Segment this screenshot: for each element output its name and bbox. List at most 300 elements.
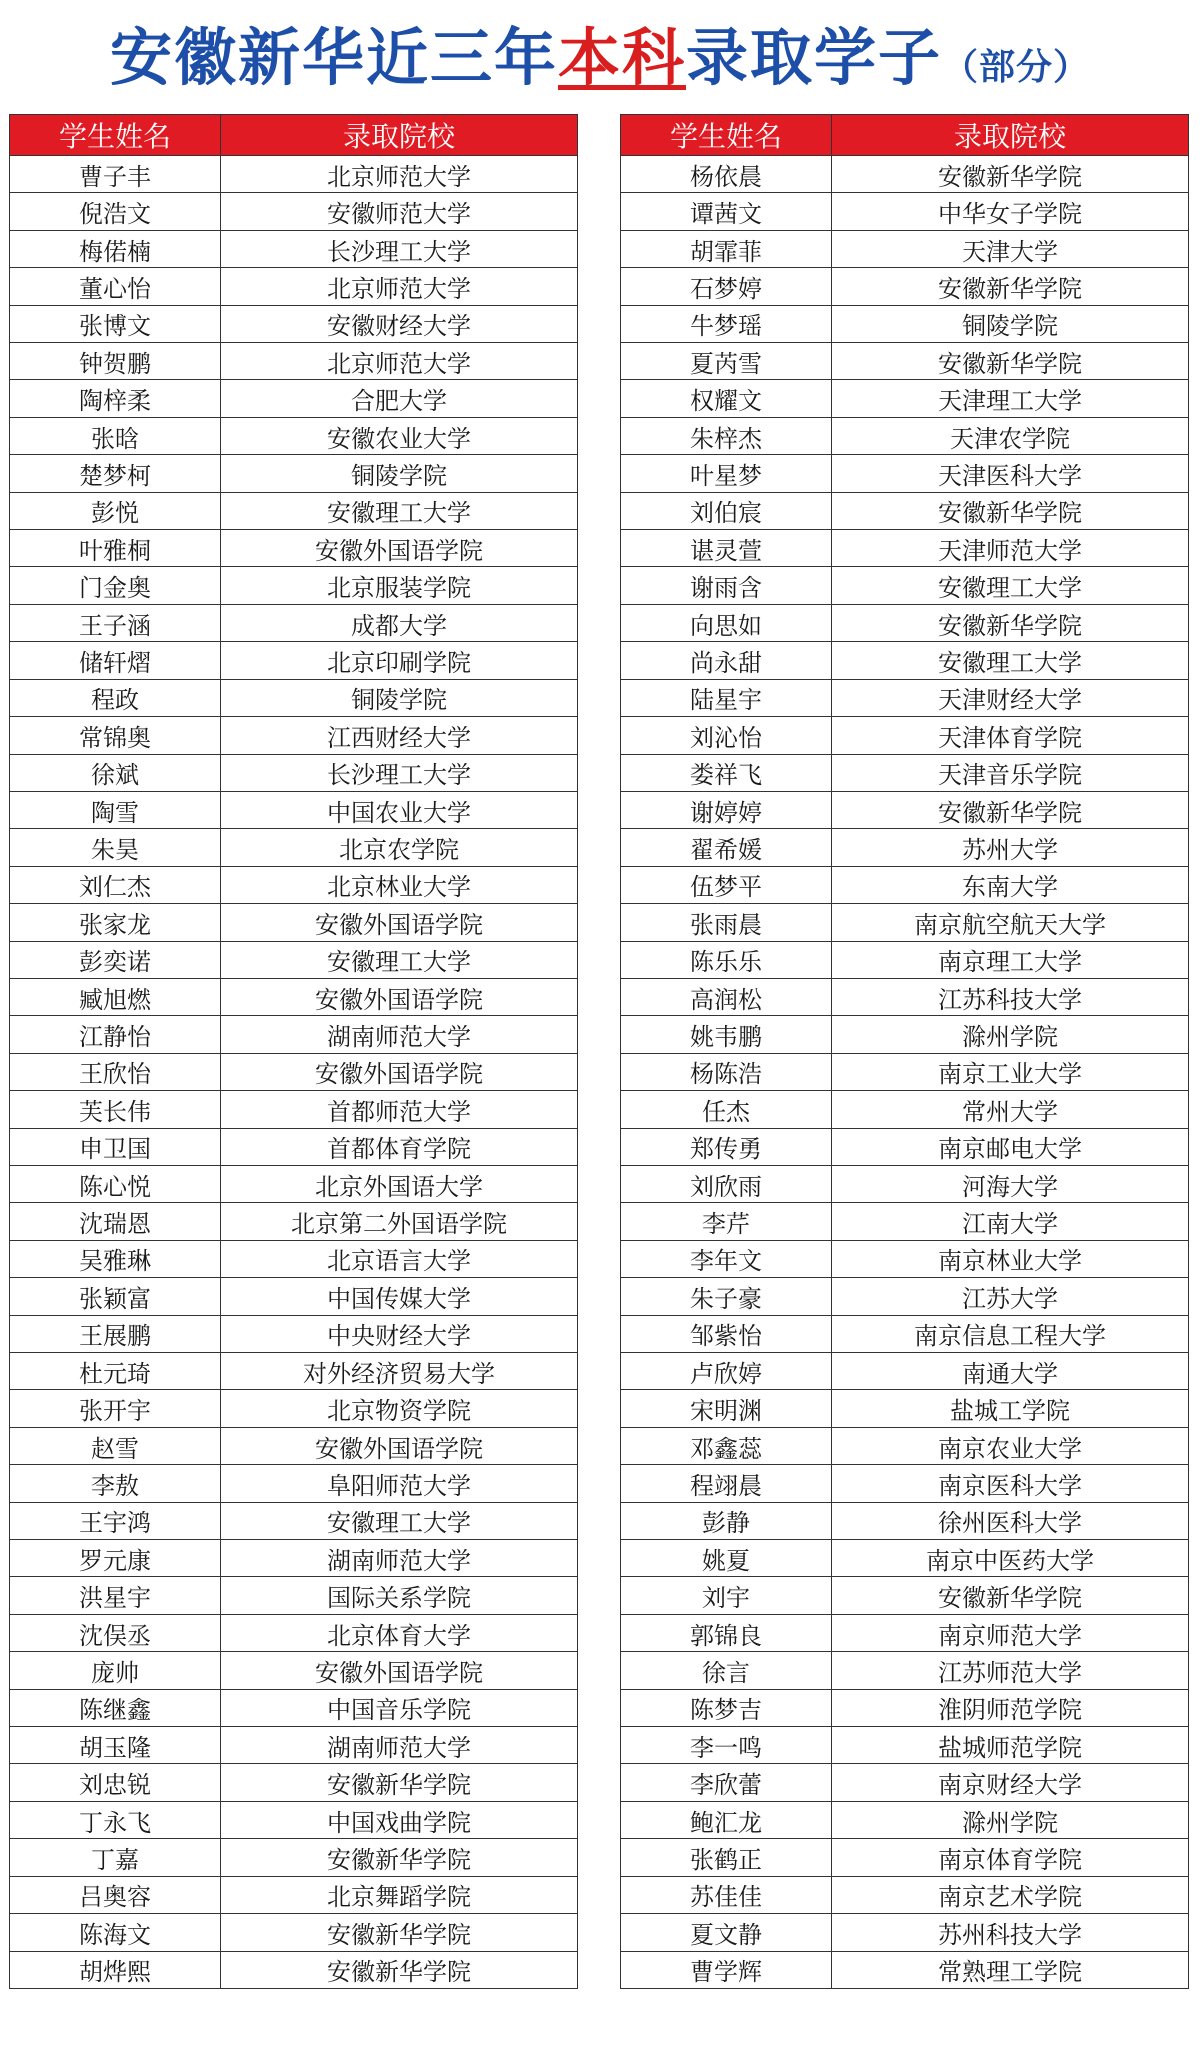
school-cell: 安徽理工大学 [832, 642, 1189, 679]
table-row [10, 904, 578, 941]
school-cell: 淮阴师范学院 [832, 1689, 1189, 1726]
school-cell: 苏州科技大学 [832, 1914, 1189, 1951]
school-cell: 安徽新华学院 [832, 1577, 1189, 1614]
school-cell: 中央财经大学 [221, 1315, 578, 1352]
table-row [621, 1278, 1189, 1315]
table-row [10, 1053, 578, 1090]
table-row [10, 754, 578, 791]
table-row [10, 1091, 578, 1128]
table-row [10, 1614, 578, 1651]
school-cell: 首都体育学院 [221, 1128, 578, 1165]
student-name-cell: 曹子丰 [10, 156, 221, 193]
student-name-cell: 夏芮雪 [621, 343, 832, 380]
student-name-cell: 牛梦瑶 [621, 305, 832, 342]
student-name-cell: 权耀文 [621, 380, 832, 417]
school-cell: 安徽财经大学 [221, 305, 578, 342]
table-row [10, 455, 578, 492]
table-row [621, 417, 1189, 454]
table-header-row [10, 115, 578, 156]
school-cell: 安徽外国语学院 [221, 1053, 578, 1090]
school-cell: 南京林业大学 [832, 1240, 1189, 1277]
table-row [10, 305, 578, 342]
school-cell: 湖南师范大学 [221, 1540, 578, 1577]
school-cell: 南京邮电大学 [832, 1128, 1189, 1165]
table-row [10, 1951, 578, 1988]
school-cell: 安徽新华学院 [221, 1914, 578, 1951]
table-row [10, 1914, 578, 1951]
school-cell: 安徽新华学院 [832, 156, 1189, 193]
school-cell: 安徽新华学院 [832, 343, 1189, 380]
student-name-cell: 谢雨含 [621, 567, 832, 604]
school-cell: 南京体育学院 [832, 1839, 1189, 1876]
table-row [621, 1540, 1189, 1577]
student-name-cell: 程翊晨 [621, 1465, 832, 1502]
table-row [10, 1727, 578, 1764]
table-row [621, 305, 1189, 342]
table-row [10, 230, 578, 267]
student-name-cell: 张雨晨 [621, 904, 832, 941]
table-row [10, 530, 578, 567]
table-row [621, 978, 1189, 1015]
table-row [621, 904, 1189, 941]
school-cell: 首都师范大学 [221, 1091, 578, 1128]
student-name-cell: 陈海文 [10, 1914, 221, 1951]
student-name-cell: 储轩熠 [10, 642, 221, 679]
table-row [10, 1203, 578, 1240]
student-name-cell: 吴雅琳 [10, 1240, 221, 1277]
student-name-cell: 常锦奥 [10, 717, 221, 754]
table-row [621, 268, 1189, 305]
student-name-cell: 彭奕诺 [10, 941, 221, 978]
table-row [10, 567, 578, 604]
table-row [10, 642, 578, 679]
school-cell: 长沙理工大学 [221, 230, 578, 267]
table-row [621, 642, 1189, 679]
school-cell: 江苏师范大学 [832, 1652, 1189, 1689]
school-cell: 中国传媒大学 [221, 1278, 578, 1315]
table-row [621, 1128, 1189, 1165]
student-name-cell: 姚夏 [621, 1540, 832, 1577]
student-name-cell: 申卫国 [10, 1128, 221, 1165]
school-cell: 常熟理工学院 [832, 1951, 1189, 1988]
school-cell: 北京印刷学院 [221, 642, 578, 679]
table-row [10, 604, 578, 641]
school-cell: 铜陵学院 [832, 305, 1189, 342]
title-part2: 录取学子 [686, 21, 943, 94]
table-row [621, 1053, 1189, 1090]
table-row [10, 156, 578, 193]
table-row [621, 530, 1189, 567]
student-name-cell: 刘仁杰 [10, 866, 221, 903]
school-cell: 南京信息工程大学 [832, 1315, 1189, 1352]
student-name-cell: 高润松 [621, 978, 832, 1015]
table-row [10, 1353, 578, 1390]
school-cell: 成都大学 [221, 604, 578, 641]
student-name-cell: 吕奥容 [10, 1876, 221, 1913]
student-name-cell: 丁永飞 [10, 1801, 221, 1838]
student-name-cell: 邹紫怡 [621, 1315, 832, 1352]
student-name-cell: 宋明渊 [621, 1390, 832, 1427]
title-highlight: 本科 [557, 21, 686, 94]
school-cell: 北京外国语大学 [221, 1165, 578, 1202]
student-name-cell: 罗元康 [10, 1540, 221, 1577]
school-cell: 安徽新华学院 [832, 492, 1189, 529]
student-name-cell: 任杰 [621, 1091, 832, 1128]
table-body-left [10, 156, 578, 1989]
student-name-cell: 江静怡 [10, 1016, 221, 1053]
school-cell: 天津理工大学 [832, 380, 1189, 417]
student-name-cell: 彭悦 [10, 492, 221, 529]
school-cell: 江南大学 [832, 1203, 1189, 1240]
school-cell: 南京工业大学 [832, 1053, 1189, 1090]
table-row [621, 567, 1189, 604]
school-cell: 中华女子学院 [832, 193, 1189, 230]
table-row [10, 1390, 578, 1427]
student-name-cell: 尚永甜 [621, 642, 832, 679]
table-row [621, 679, 1189, 716]
school-cell: 盐城工学院 [832, 1390, 1189, 1427]
table-row [10, 717, 578, 754]
table-row [621, 604, 1189, 641]
school-cell: 河海大学 [832, 1165, 1189, 1202]
student-name-cell: 楚梦柯 [10, 455, 221, 492]
school-cell: 中国戏曲学院 [221, 1801, 578, 1838]
student-name-cell: 杜元琦 [10, 1353, 221, 1390]
table-row [10, 1128, 578, 1165]
student-name-cell: 朱子豪 [621, 1278, 832, 1315]
school-cell: 安徽新华学院 [832, 604, 1189, 641]
school-cell: 安徽新华学院 [221, 1764, 578, 1801]
table-row [621, 1839, 1189, 1876]
table-row [621, 230, 1189, 267]
table-row [10, 1465, 578, 1502]
table-row [10, 941, 578, 978]
table-row [10, 679, 578, 716]
school-cell: 徐州医科大学 [832, 1502, 1189, 1539]
school-cell: 天津医科大学 [832, 455, 1189, 492]
table-row [10, 492, 578, 529]
table-row [621, 754, 1189, 791]
title-part1: 安徽新华近三年 [109, 21, 558, 94]
student-name-cell: 张晗 [10, 417, 221, 454]
table-row [10, 343, 578, 380]
student-name-cell: 陶梓柔 [10, 380, 221, 417]
table-row [621, 1016, 1189, 1053]
student-name-cell: 徐言 [621, 1652, 832, 1689]
school-cell: 安徽外国语学院 [221, 1427, 578, 1464]
school-cell: 北京服装学院 [221, 567, 578, 604]
table-row [621, 1165, 1189, 1202]
school-cell: 北京师范大学 [221, 156, 578, 193]
student-name-cell: 李欣蕾 [621, 1764, 832, 1801]
student-name-cell: 胡霏菲 [621, 230, 832, 267]
school-cell: 南京师范大学 [832, 1614, 1189, 1651]
school-cell: 东南大学 [832, 866, 1189, 903]
school-cell: 安徽理工大学 [221, 941, 578, 978]
table-row [621, 1876, 1189, 1913]
student-name-cell: 王子涵 [10, 604, 221, 641]
school-cell: 安徽理工大学 [832, 567, 1189, 604]
school-cell: 南京财经大学 [832, 1764, 1189, 1801]
student-name-cell: 朱梓杰 [621, 417, 832, 454]
school-cell: 江苏科技大学 [832, 978, 1189, 1015]
school-cell: 天津体育学院 [832, 717, 1189, 754]
student-name-cell: 刘宇 [621, 1577, 832, 1614]
school-cell: 南通大学 [832, 1353, 1189, 1390]
table-row [621, 343, 1189, 380]
student-name-cell: 刘欣雨 [621, 1165, 832, 1202]
student-name-cell: 陈继鑫 [10, 1689, 221, 1726]
student-name-cell: 赵雪 [10, 1427, 221, 1464]
table-row [621, 1390, 1189, 1427]
school-cell: 北京师范大学 [221, 343, 578, 380]
table-row [10, 1577, 578, 1614]
school-cell: 北京舞蹈学院 [221, 1876, 578, 1913]
table-row [621, 1465, 1189, 1502]
page-title [0, 18, 1200, 98]
student-name-cell: 刘伯宸 [621, 492, 832, 529]
school-cell: 安徽师范大学 [221, 193, 578, 230]
school-cell: 阜阳师范大学 [221, 1465, 578, 1502]
school-cell: 合肥大学 [221, 380, 578, 417]
table-row [621, 1427, 1189, 1464]
table-row [10, 829, 578, 866]
school-cell: 江西财经大学 [221, 717, 578, 754]
student-name-cell: 芙长伟 [10, 1091, 221, 1128]
table-row [621, 1689, 1189, 1726]
student-name-cell: 董心怡 [10, 268, 221, 305]
school-cell: 安徽新华学院 [221, 1839, 578, 1876]
school-cell: 天津大学 [832, 230, 1189, 267]
student-name-cell: 张颖富 [10, 1278, 221, 1315]
table-row [621, 1502, 1189, 1539]
school-cell: 安徽理工大学 [221, 1502, 578, 1539]
school-cell: 湖南师范大学 [221, 1016, 578, 1053]
school-cell: 盐城师范学院 [832, 1727, 1189, 1764]
table-row [621, 1577, 1189, 1614]
student-name-cell: 程政 [10, 679, 221, 716]
header-admitted-school: 录取院校 [832, 115, 1189, 156]
table-header-row [621, 115, 1189, 156]
student-name-cell: 刘沁怡 [621, 717, 832, 754]
table-row [621, 380, 1189, 417]
student-name-cell: 梅偌楠 [10, 230, 221, 267]
student-name-cell: 李芹 [621, 1203, 832, 1240]
school-cell: 北京师范大学 [221, 268, 578, 305]
table-row [10, 380, 578, 417]
school-cell: 北京农学院 [221, 829, 578, 866]
student-name-cell: 王宇鸿 [10, 1502, 221, 1539]
student-name-cell: 叶星梦 [621, 455, 832, 492]
table-row [621, 829, 1189, 866]
school-cell: 北京物资学院 [221, 1390, 578, 1427]
school-cell: 中国农业大学 [221, 791, 578, 828]
header-student-name: 学生姓名 [621, 115, 832, 156]
table-row [10, 1876, 578, 1913]
table-row [621, 1652, 1189, 1689]
school-cell: 滁州学院 [832, 1016, 1189, 1053]
student-name-cell: 庞帅 [10, 1652, 221, 1689]
student-name-cell: 门金奥 [10, 567, 221, 604]
student-name-cell: 向思如 [621, 604, 832, 641]
student-name-cell: 胡烨熙 [10, 1951, 221, 1988]
student-name-cell: 卢欣婷 [621, 1353, 832, 1390]
school-cell: 南京医科大学 [832, 1465, 1189, 1502]
school-cell: 安徽外国语学院 [221, 978, 578, 1015]
table-row [10, 1427, 578, 1464]
school-cell: 国际关系学院 [221, 1577, 578, 1614]
table-body-right [621, 156, 1189, 1989]
school-cell: 安徽新华学院 [221, 1951, 578, 1988]
school-cell: 安徽新华学院 [832, 791, 1189, 828]
table-row [621, 1315, 1189, 1352]
table-row [621, 1240, 1189, 1277]
student-name-cell: 刘忠锐 [10, 1764, 221, 1801]
table-row [10, 1016, 578, 1053]
student-name-cell: 彭静 [621, 1502, 832, 1539]
school-cell: 湖南师范大学 [221, 1727, 578, 1764]
school-cell: 常州大学 [832, 1091, 1189, 1128]
school-cell: 北京第二外国语学院 [221, 1203, 578, 1240]
school-cell: 安徽外国语学院 [221, 530, 578, 567]
table-row [10, 1278, 578, 1315]
school-cell: 南京艺术学院 [832, 1876, 1189, 1913]
table-row [10, 1502, 578, 1539]
school-cell: 安徽外国语学院 [221, 904, 578, 941]
school-cell: 安徽农业大学 [221, 417, 578, 454]
table-row [621, 1727, 1189, 1764]
table-row [10, 417, 578, 454]
student-name-cell: 谌灵萱 [621, 530, 832, 567]
student-name-cell: 邓鑫蕊 [621, 1427, 832, 1464]
table-row [621, 791, 1189, 828]
student-name-cell: 沈瑞恩 [10, 1203, 221, 1240]
table-row [10, 1165, 578, 1202]
school-cell: 北京语言大学 [221, 1240, 578, 1277]
table-row [10, 791, 578, 828]
school-cell: 南京中医药大学 [832, 1540, 1189, 1577]
student-name-cell: 李年文 [621, 1240, 832, 1277]
table-row [10, 1839, 578, 1876]
table-row [10, 268, 578, 305]
table-row [10, 866, 578, 903]
student-name-cell: 王欣怡 [10, 1053, 221, 1090]
student-name-cell: 臧旭燃 [10, 978, 221, 1015]
student-name-cell: 张鹤正 [621, 1839, 832, 1876]
student-name-cell: 陈梦吉 [621, 1689, 832, 1726]
student-name-cell: 谢婷婷 [621, 791, 832, 828]
school-cell: 江苏大学 [832, 1278, 1189, 1315]
student-name-cell: 翟希媛 [621, 829, 832, 866]
school-cell: 天津音乐学院 [832, 754, 1189, 791]
school-cell: 天津师范大学 [832, 530, 1189, 567]
school-cell: 铜陵学院 [221, 455, 578, 492]
table-row [621, 717, 1189, 754]
student-name-cell: 洪星宇 [10, 1577, 221, 1614]
header-admitted-school: 录取院校 [221, 115, 578, 156]
student-name-cell: 杨陈浩 [621, 1053, 832, 1090]
school-cell: 安徽新华学院 [832, 268, 1189, 305]
school-cell: 苏州大学 [832, 829, 1189, 866]
school-cell: 南京农业大学 [832, 1427, 1189, 1464]
school-cell: 长沙理工大学 [221, 754, 578, 791]
table-row [621, 455, 1189, 492]
student-name-cell: 徐斌 [10, 754, 221, 791]
student-name-cell: 陆星宇 [621, 679, 832, 716]
student-name-cell: 陶雪 [10, 791, 221, 828]
school-cell: 天津财经大学 [832, 679, 1189, 716]
table-row [621, 492, 1189, 529]
table-row [10, 1240, 578, 1277]
school-cell: 铜陵学院 [221, 679, 578, 716]
student-name-cell: 姚韦鹏 [621, 1016, 832, 1053]
student-name-cell: 张家龙 [10, 904, 221, 941]
student-name-cell: 张开宇 [10, 1390, 221, 1427]
table-row [10, 1315, 578, 1352]
table-row [10, 1764, 578, 1801]
student-name-cell: 娄祥飞 [621, 754, 832, 791]
student-name-cell: 王展鹏 [10, 1315, 221, 1352]
school-cell: 安徽外国语学院 [221, 1652, 578, 1689]
student-name-cell: 石梦婷 [621, 268, 832, 305]
student-name-cell: 曹学辉 [621, 1951, 832, 1988]
student-name-cell: 郑传勇 [621, 1128, 832, 1165]
student-name-cell: 朱昊 [10, 829, 221, 866]
admission-table-right [620, 114, 1189, 1989]
admission-table-left [9, 114, 578, 1989]
student-name-cell: 胡玉隆 [10, 1727, 221, 1764]
student-name-cell: 陈心悦 [10, 1165, 221, 1202]
student-name-cell: 陈乐乐 [621, 941, 832, 978]
student-name-cell: 叶雅桐 [10, 530, 221, 567]
school-cell: 天津农学院 [832, 417, 1189, 454]
student-name-cell: 李敖 [10, 1465, 221, 1502]
table-row [621, 156, 1189, 193]
school-cell: 中国音乐学院 [221, 1689, 578, 1726]
table-row [621, 941, 1189, 978]
school-cell: 安徽理工大学 [221, 492, 578, 529]
student-name-cell: 郭锦良 [621, 1614, 832, 1651]
student-name-cell: 伍梦平 [621, 866, 832, 903]
school-cell: 对外经济贸易大学 [221, 1353, 578, 1390]
table-row [621, 1091, 1189, 1128]
header-student-name: 学生姓名 [10, 115, 221, 156]
student-name-cell: 李一鸣 [621, 1727, 832, 1764]
student-name-cell: 鲍汇龙 [621, 1801, 832, 1838]
table-row [10, 1540, 578, 1577]
school-cell: 北京林业大学 [221, 866, 578, 903]
school-cell: 滁州学院 [832, 1801, 1189, 1838]
table-row [10, 193, 578, 230]
student-name-cell: 倪浩文 [10, 193, 221, 230]
table-row [621, 1614, 1189, 1651]
school-cell: 北京体育大学 [221, 1614, 578, 1651]
table-row [621, 1203, 1189, 1240]
student-name-cell: 丁嘉 [10, 1839, 221, 1876]
table-row [621, 866, 1189, 903]
student-name-cell: 夏文静 [621, 1914, 832, 1951]
table-row [621, 1353, 1189, 1390]
student-name-cell: 杨依晨 [621, 156, 832, 193]
student-name-cell: 谭茜文 [621, 193, 832, 230]
table-row [10, 1652, 578, 1689]
school-cell: 南京航空航天大学 [832, 904, 1189, 941]
student-name-cell: 沈俣丞 [10, 1614, 221, 1651]
title-suffix: （部分） [942, 47, 1091, 88]
table-row [10, 1801, 578, 1838]
table-row [10, 1689, 578, 1726]
table-row [621, 1951, 1189, 1988]
